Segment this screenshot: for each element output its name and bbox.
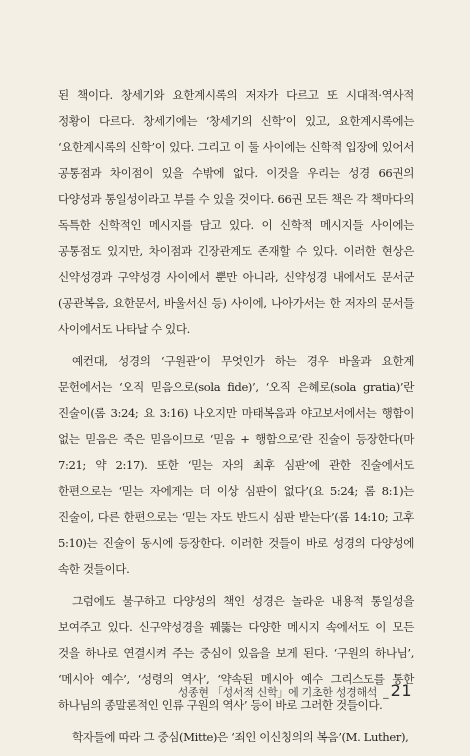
body-text xyxy=(58,82,414,756)
page-number-separator: _ xyxy=(383,686,389,699)
paragraph-4: 학자들에 따라 그 중심(Mitte)은 ‘죄인 이신칭의의 복음’(M. Luther), xyxy=(72,730,409,744)
page-number: 21 xyxy=(390,681,412,700)
running-title: 성종현 「성서적 신학」에 기초한 성경해석 xyxy=(177,686,378,699)
paragraph-3: 그럼에도 불구하고 다양성의 책인 성경은 놀라운 내용적 통일성을 보여주고 있다. 신구약성경을 꿰뚫는 다양한 메시지 속에서도 이 모든 것을 하나로 연결시켜 주는 중심이 있음을 보게 된다. ‘구원의 하나님’, ‘메시아 예수’, ‘성령의 역사’, ‘약속된 메시아 예수 그리스도를 통한 하나님의 종말론적인 인류 구원의 역사’ 등이 바로 그러한 것들이다. xyxy=(58,594,414,712)
page-footer xyxy=(178,681,412,700)
paragraph-2: 예컨대, 성경의 ‘구원관’이 무엇인가 하는 경우 바울과 요한계 문헌에서는 ‘오직 믿음으로(sola fide)’, ‘오직 은혜로(sola gratia)’란 진술이(롬 3:24; 요 3:16) 나오지만 마태복음과 야고보서에서는 행함이 없는 믿음은 죽은 믿음이므로 ‘믿음 + 행함으로’란 진술이 등장한다(마 7:21; 약 2:17). 또한 ‘믿는 자의 최후 심판’에 관한 진술에서도 한편으로는 ‘믿는 자에게는 더 이상 심판이 없다’(요 5:24; 롬 8:1)는 진술이, 다른 한편으로는 ‘믿는 자도 반드시 심판 받는다’(롬 14:10; 고후 5:10)는 진술이 동시에 등장한다. 이러한 것들이 바로 성경의 다양성에 속한 것들이다. xyxy=(58,354,414,576)
paragraph-1: 된 책이다. 창세기와 요한계시록의 저자가 다르고 또 시대적·역사적 정황이 다르다. 창세기에는 ‘창세기의 신학’이 있고, 요한계시록에는 ‘요한계시록의 신학’이 있다. 그리고 이 둘 사이에는 신학적 입장에 있어서 공통점과 차이점이 있을 수밖에 없다. 이것을 우리는 성경 66권의 다양성과 통일성이라고 부를 수 있을 것이다. 66권 모든 책은 각 책마다의 독특한 신학적인 메시지를 담고 있다. 이 신학적 메시지들 사이에는 공통점도 있지만, 차이점과 긴장관계도 존재할 수 있다. 이러한 현상은 신약성경과 구약성경 사이에서 뿐만 아니라, 신약성경 내에서도 문서군(공관복음, 요한문서, 바울서신 등) 사이에, 나아가서는 한 저자의 문서들 사이에서도 나타날 수 있다. xyxy=(58,88,414,336)
